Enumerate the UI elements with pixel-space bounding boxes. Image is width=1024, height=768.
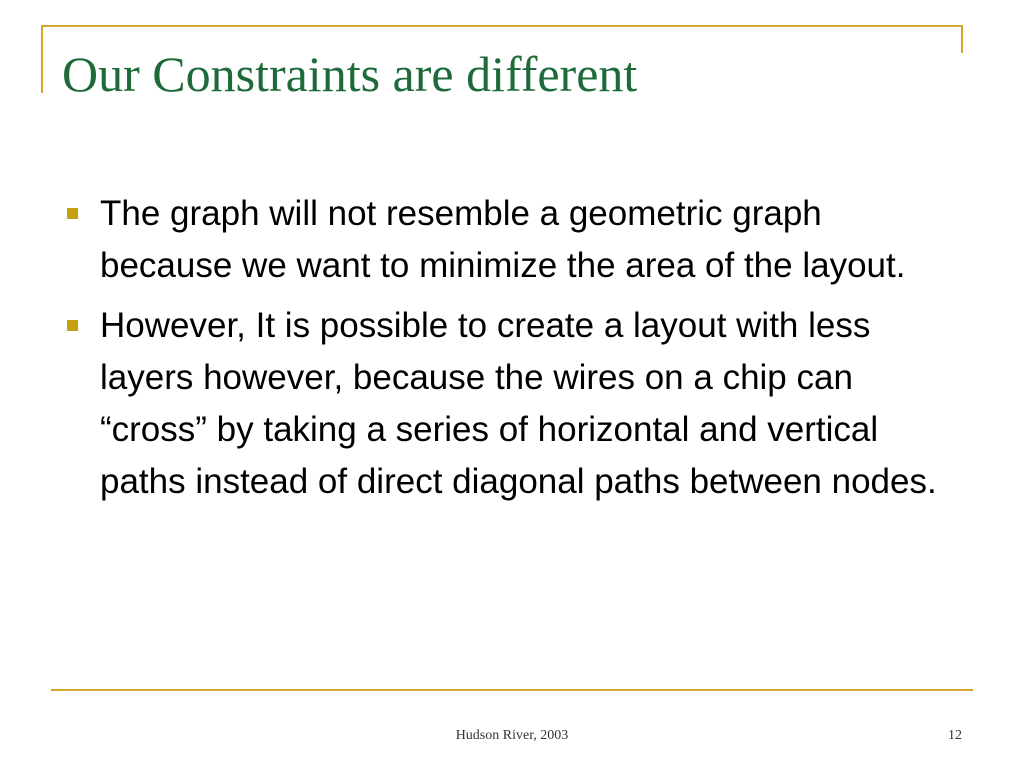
bullet-item [62,188,962,292]
page-number: 12 [948,728,962,743]
square-bullet-icon [67,320,78,331]
bullet-list [62,188,962,516]
footer-divider [51,689,973,691]
bullet-item [62,300,962,508]
slide-title: Our Constraints are different [62,46,638,102]
top-frame-line [41,25,963,27]
footer-text: Hudson River, 2003 [455,728,569,743]
right-frame-line [961,25,963,53]
bullet-text: The graph will not resemble a geometric graph because we want to minimize the area of the layout. [100,194,906,285]
square-bullet-icon [67,208,78,219]
left-frame-line [41,25,43,93]
bullet-text: However, It is possible to create a layout with less layers however, because the wires on a chip can “cross” by taking a series of horizontal and vertical paths instead of direct diagonal paths between nodes. [100,306,937,501]
